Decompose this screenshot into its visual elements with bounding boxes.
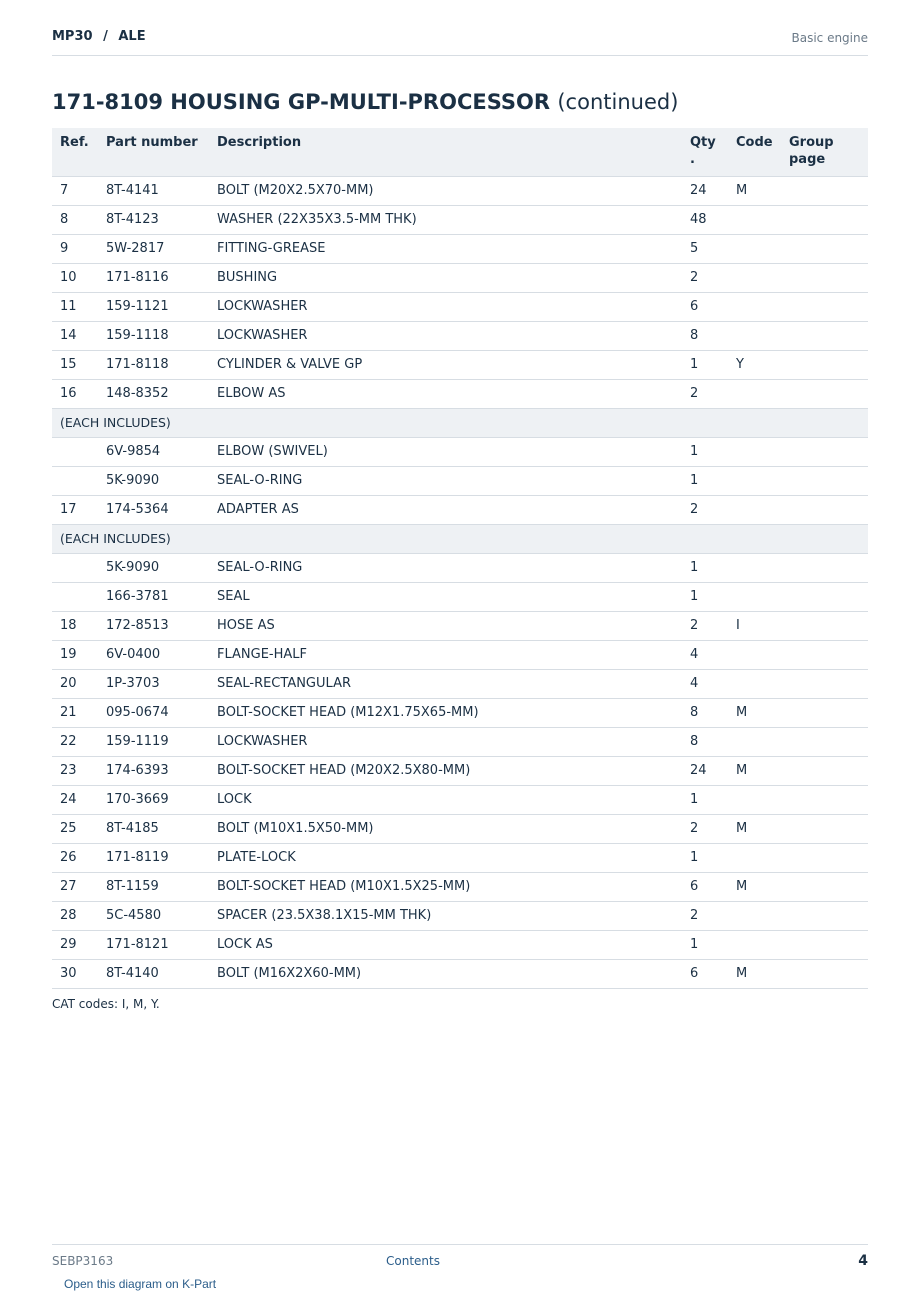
cell-group-page xyxy=(781,727,868,756)
cell-qty: 2 xyxy=(682,495,728,524)
cell-ref: 8 xyxy=(52,205,98,234)
breadcrumb xyxy=(52,29,146,44)
cell-group-page xyxy=(781,756,868,785)
cell-group-page xyxy=(781,176,868,205)
cell-code: I xyxy=(728,611,781,640)
cell-group-page xyxy=(781,872,868,901)
cell-group-page xyxy=(781,785,868,814)
cell-code: Y xyxy=(728,350,781,379)
page-number: 4 xyxy=(858,1253,868,1269)
cell-group-page xyxy=(781,901,868,930)
cell-group-page xyxy=(781,959,868,988)
cell-description: LOCK AS xyxy=(209,930,682,959)
cell-group-page xyxy=(781,437,868,466)
cell-qty: 2 xyxy=(682,901,728,930)
cell-part-number: 6V-9854 xyxy=(98,437,209,466)
table-row xyxy=(52,669,868,698)
cell-ref: 15 xyxy=(52,350,98,379)
cell-description: BOLT (M20X2.5X70-MM) xyxy=(209,176,682,205)
cell-code: M xyxy=(728,756,781,785)
cell-qty: 6 xyxy=(682,872,728,901)
cell-code: M xyxy=(728,698,781,727)
cell-group-page xyxy=(781,553,868,582)
cell-description: SEAL-O-RING xyxy=(209,466,682,495)
cell-ref: 25 xyxy=(52,814,98,843)
cell-group-page xyxy=(781,205,868,234)
cell-code xyxy=(728,669,781,698)
column-header-group-line2: page xyxy=(789,152,826,167)
page-title-suffix: (continued) xyxy=(557,90,679,114)
cell-group-page xyxy=(781,814,868,843)
cell-part-number: 171-8121 xyxy=(98,930,209,959)
cell-group-page xyxy=(781,321,868,350)
cell-code xyxy=(728,582,781,611)
open-on-kpart-link[interactable]: Open this diagram on K-Part xyxy=(64,1277,217,1291)
cell-description: BOLT-SOCKET HEAD (M12X1.75X65-MM) xyxy=(209,698,682,727)
cell-description: FITTING-GREASE xyxy=(209,234,682,263)
cell-description: LOCK xyxy=(209,785,682,814)
cell-code: M xyxy=(728,959,781,988)
cell-part-number: 159-1119 xyxy=(98,727,209,756)
column-header-description: Description xyxy=(209,128,682,176)
cell-qty: 6 xyxy=(682,292,728,321)
parts-table-body xyxy=(52,176,868,988)
cell-description: BOLT (M10X1.5X50-MM) xyxy=(209,814,682,843)
cell-description: SEAL xyxy=(209,582,682,611)
cell-ref: 19 xyxy=(52,640,98,669)
cell-code xyxy=(728,205,781,234)
page-header xyxy=(52,28,868,56)
cell-description: FLANGE-HALF xyxy=(209,640,682,669)
table-row xyxy=(52,959,868,988)
table-row xyxy=(52,727,868,756)
cell-code xyxy=(728,495,781,524)
cell-qty: 2 xyxy=(682,611,728,640)
table-row xyxy=(52,814,868,843)
table-row xyxy=(52,205,868,234)
cell-qty: 4 xyxy=(682,669,728,698)
cell-qty: 8 xyxy=(682,321,728,350)
table-row xyxy=(52,843,868,872)
cell-group-page xyxy=(781,669,868,698)
cell-qty: 24 xyxy=(682,756,728,785)
table-row xyxy=(52,321,868,350)
cell-code xyxy=(728,263,781,292)
cell-group-page xyxy=(781,582,868,611)
table-row xyxy=(52,466,868,495)
cell-description: SEAL-O-RING xyxy=(209,553,682,582)
cell-description: CYLINDER & VALVE GP xyxy=(209,350,682,379)
document-id: SEBP3163 xyxy=(52,1254,114,1268)
cell-group-page xyxy=(781,379,868,408)
cell-code xyxy=(728,553,781,582)
cell-qty: 1 xyxy=(682,582,728,611)
cell-part-number: 159-1118 xyxy=(98,321,209,350)
cell-qty: 6 xyxy=(682,959,728,988)
cell-part-number: 5K-9090 xyxy=(98,466,209,495)
section-label: Basic engine xyxy=(791,31,868,45)
cell-part-number: 5C-4580 xyxy=(98,901,209,930)
column-header-qty-line1: Qty xyxy=(690,135,716,150)
page-title xyxy=(52,90,678,114)
cell-code xyxy=(728,785,781,814)
column-header-group-page xyxy=(781,128,868,176)
cell-code xyxy=(728,640,781,669)
table-row xyxy=(52,234,868,263)
cell-group-page xyxy=(781,466,868,495)
cell-part-number: 5K-9090 xyxy=(98,553,209,582)
cell-group-page xyxy=(781,263,868,292)
breadcrumb-variant: ALE xyxy=(118,29,146,44)
cell-description: PLATE-LOCK xyxy=(209,843,682,872)
cell-qty: 1 xyxy=(682,553,728,582)
contents-link[interactable]: Contents xyxy=(386,1254,440,1268)
cell-qty: 1 xyxy=(682,785,728,814)
breadcrumb-separator: / xyxy=(103,29,108,44)
cell-ref: 30 xyxy=(52,959,98,988)
cell-ref: 27 xyxy=(52,872,98,901)
header-row xyxy=(52,128,868,176)
cell-ref: 29 xyxy=(52,930,98,959)
table-row xyxy=(52,756,868,785)
cell-description: ADAPTER AS xyxy=(209,495,682,524)
cell-group-page xyxy=(781,495,868,524)
breadcrumb-model: MP30 xyxy=(52,29,93,44)
table-row xyxy=(52,930,868,959)
cell-ref xyxy=(52,553,98,582)
cell-code xyxy=(728,379,781,408)
column-header-code: Code xyxy=(728,128,781,176)
cell-description: BOLT-SOCKET HEAD (M20X2.5X80-MM) xyxy=(209,756,682,785)
includes-row xyxy=(52,408,868,437)
cell-qty: 48 xyxy=(682,205,728,234)
table-row xyxy=(52,292,868,321)
cell-group-page xyxy=(781,640,868,669)
cell-ref xyxy=(52,437,98,466)
table-row xyxy=(52,495,868,524)
table-row xyxy=(52,785,868,814)
cell-code: M xyxy=(728,176,781,205)
cell-ref: 22 xyxy=(52,727,98,756)
cell-description: ELBOW (SWIVEL) xyxy=(209,437,682,466)
cat-codes-note: CAT codes: I, M, Y. xyxy=(52,997,160,1011)
cell-qty: 1 xyxy=(682,930,728,959)
cell-part-number: 8T-1159 xyxy=(98,872,209,901)
cell-group-page xyxy=(781,843,868,872)
table-row xyxy=(52,901,868,930)
includes-label: (EACH INCLUDES) xyxy=(52,524,868,553)
column-header-group-line1: Group xyxy=(789,135,834,150)
cell-code xyxy=(728,727,781,756)
cell-qty: 8 xyxy=(682,727,728,756)
cell-part-number: 170-3669 xyxy=(98,785,209,814)
cell-ref: 17 xyxy=(52,495,98,524)
cell-code: M xyxy=(728,814,781,843)
cell-part-number: 8T-4141 xyxy=(98,176,209,205)
cell-ref: 7 xyxy=(52,176,98,205)
page-footer xyxy=(52,1244,868,1274)
cell-ref: 18 xyxy=(52,611,98,640)
cell-ref xyxy=(52,466,98,495)
table-row xyxy=(52,379,868,408)
cell-qty: 1 xyxy=(682,437,728,466)
cell-part-number: 095-0674 xyxy=(98,698,209,727)
cell-qty: 2 xyxy=(682,379,728,408)
cell-description: BUSHING xyxy=(209,263,682,292)
cell-qty: 2 xyxy=(682,814,728,843)
cell-qty: 24 xyxy=(682,176,728,205)
cell-code xyxy=(728,321,781,350)
table-row xyxy=(52,582,868,611)
cell-part-number: 8T-4140 xyxy=(98,959,209,988)
cell-part-number: 5W-2817 xyxy=(98,234,209,263)
cell-group-page xyxy=(781,350,868,379)
cell-part-number: 1P-3703 xyxy=(98,669,209,698)
cell-ref: 10 xyxy=(52,263,98,292)
cell-qty: 2 xyxy=(682,263,728,292)
cell-qty: 1 xyxy=(682,466,728,495)
cell-ref: 26 xyxy=(52,843,98,872)
cell-part-number: 171-8119 xyxy=(98,843,209,872)
cell-ref: 14 xyxy=(52,321,98,350)
cell-ref xyxy=(52,582,98,611)
cell-description: SPACER (23.5X38.1X15-MM THK) xyxy=(209,901,682,930)
cell-ref: 20 xyxy=(52,669,98,698)
cell-part-number: 148-8352 xyxy=(98,379,209,408)
cell-group-page xyxy=(781,292,868,321)
cell-description: HOSE AS xyxy=(209,611,682,640)
cell-code xyxy=(728,843,781,872)
cell-part-number: 174-6393 xyxy=(98,756,209,785)
cell-description: ELBOW AS xyxy=(209,379,682,408)
cell-code xyxy=(728,466,781,495)
parts-table-header xyxy=(52,128,868,176)
table-row xyxy=(52,640,868,669)
cell-qty: 8 xyxy=(682,698,728,727)
table-row xyxy=(52,176,868,205)
cell-part-number: 6V-0400 xyxy=(98,640,209,669)
cell-group-page xyxy=(781,611,868,640)
cell-part-number: 171-8116 xyxy=(98,263,209,292)
table-row xyxy=(52,553,868,582)
parts-table xyxy=(52,128,868,989)
cell-description: SEAL-RECTANGULAR xyxy=(209,669,682,698)
cell-qty: 1 xyxy=(682,843,728,872)
table-row xyxy=(52,611,868,640)
cell-code xyxy=(728,437,781,466)
cell-qty: 4 xyxy=(682,640,728,669)
cell-ref: 24 xyxy=(52,785,98,814)
cell-part-number: 172-8513 xyxy=(98,611,209,640)
cell-qty: 5 xyxy=(682,234,728,263)
cell-code xyxy=(728,292,781,321)
cell-ref: 21 xyxy=(52,698,98,727)
cell-ref: 23 xyxy=(52,756,98,785)
cell-code: M xyxy=(728,872,781,901)
table-row xyxy=(52,263,868,292)
column-header-ref: Ref. xyxy=(52,128,98,176)
table-row xyxy=(52,350,868,379)
column-header-qty-line2: . xyxy=(690,152,695,167)
includes-label: (EACH INCLUDES) xyxy=(52,408,868,437)
cell-part-number: 8T-4123 xyxy=(98,205,209,234)
cell-group-page xyxy=(781,930,868,959)
column-header-qty xyxy=(682,128,728,176)
cell-description: LOCKWASHER xyxy=(209,292,682,321)
table-row xyxy=(52,872,868,901)
cell-part-number: 8T-4185 xyxy=(98,814,209,843)
cell-group-page xyxy=(781,698,868,727)
cell-group-page xyxy=(781,234,868,263)
cell-code xyxy=(728,901,781,930)
cell-part-number: 166-3781 xyxy=(98,582,209,611)
cell-part-number: 174-5364 xyxy=(98,495,209,524)
cell-ref: 16 xyxy=(52,379,98,408)
cell-ref: 28 xyxy=(52,901,98,930)
cell-ref: 11 xyxy=(52,292,98,321)
cell-description: LOCKWASHER xyxy=(209,727,682,756)
includes-row xyxy=(52,524,868,553)
table-row xyxy=(52,698,868,727)
cell-description: BOLT (M16X2X60-MM) xyxy=(209,959,682,988)
cell-part-number: 171-8118 xyxy=(98,350,209,379)
table-row xyxy=(52,437,868,466)
cell-description: BOLT-SOCKET HEAD (M10X1.5X25-MM) xyxy=(209,872,682,901)
cell-description: LOCKWASHER xyxy=(209,321,682,350)
column-header-part-number: Part number xyxy=(98,128,209,176)
cell-ref: 9 xyxy=(52,234,98,263)
page-title-main: 171-8109 HOUSING GP-MULTI-PROCESSOR xyxy=(52,90,551,114)
cell-part-number: 159-1121 xyxy=(98,292,209,321)
cell-description: WASHER (22X35X3.5-MM THK) xyxy=(209,205,682,234)
cell-code xyxy=(728,930,781,959)
cell-code xyxy=(728,234,781,263)
cell-qty: 1 xyxy=(682,350,728,379)
